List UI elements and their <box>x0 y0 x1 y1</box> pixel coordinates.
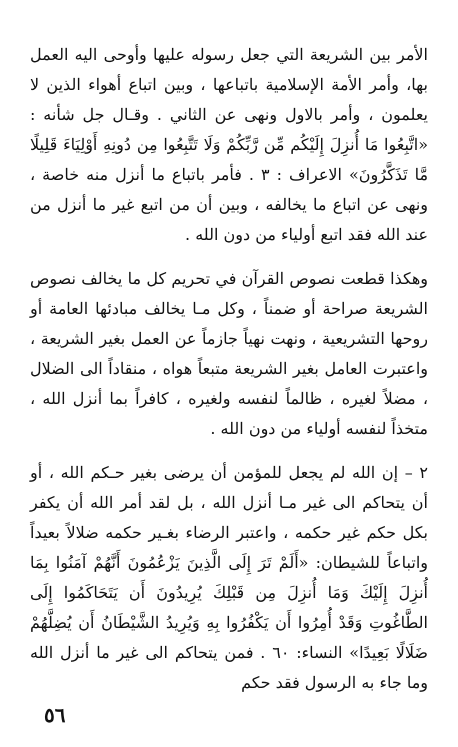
paragraph-1: الأمر بين الشريعة التي جعل رسوله عليها وأوحى اليه العمل بها، وأمر الأمة الإسلامية باتباعها ، وبين اتباع أهواء الذين لا يعلمون ، وأمر بالاول ونهى عن الثاني . وقـال جل شأنه : «اتَّبِعُوا مَا أُنزِلَ إِلَيْكُم مِّن رَّبِّكُمْ وَلَا تَتَّبِعُوا مِن دُونِهِ أَوْلِيَاءَ قَلِيلًا مَّا تَذَكَّرُونَ» الاعراف : ٣ . فأمر باتباع ما أنزل منه خاصة ، ونهى عن اتباع ما يخالفه ، وبين أن من اتبع غير ما أنزل من عند الله فقد اتبع أولياء من دون الله . <box>30 45 429 244</box>
paragraph-2: وهكذا قطعت نصوص القرآن في تحريم كل ما يخالف نصوص الشريعة صراحة أو ضمناً ، وكل مـا يخالف مبادئها العامة أو روحها التشريعية ، ونهت نهياً جازماً عن العمل بغير الشريعة ، واعتبرت العامل بغير الشريعة متبعاً هواه ، منقاداً الى الضلال ، مضلاً لغيره ، ظالماً لنفسه ولغيره ، كافراً بما أنزل الله ، متخذاً لنفسه أولياء من دون الله . <box>30 269 428 438</box>
page-number: ٥٦ <box>44 703 66 727</box>
paragraph-3: ٢ – إن الله لم يجعل للمؤمن أن يرضى بغير حـكم الله ، أو أن يتحاكم الى غير مـا أنزل الله ، بل لقد أمر الله أن يكفر بكل حكم غير حكمه ، واعتبر الرضاء بغـير حكمه ضلالاً بعيداً واتباعاً للشيطان: «أَلَمْ تَرَ إِلَى الَّذِينَ يَزْعُمُونَ أَنَّهُمْ آمَنُوا بِمَا أُنزِلَ إِلَيْكَ وَمَا أُنزِلَ مِن قَبْلِكَ يُرِيدُونَ أَن يَتَحَاكَمُوا إِلَى الطَّاغُوتِ وَقَدْ أُمِرُوا أَن يَكْفُرُوا بِهِ وَيُرِيدُ الشَّيْطَانُ أَن يُضِلَّهُمْ ضَلَالًا بَعِيدًا» النساء: ٦٠ . فمن يتحاكم الى غير ما أنزل الله وما جاء به الرسول فقد حكم <box>30 463 428 692</box>
